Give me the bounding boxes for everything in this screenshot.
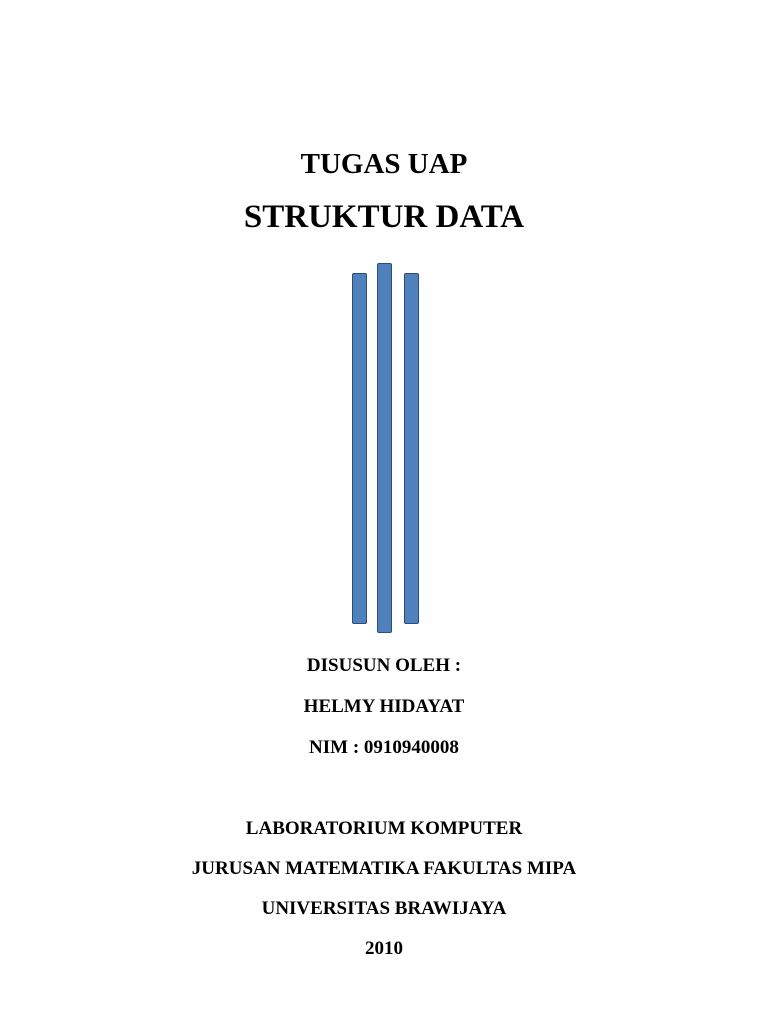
bar-left bbox=[352, 273, 367, 624]
author-name: HELMY HIDAYAT bbox=[303, 696, 465, 717]
department-name: JURUSAN MATEMATIKA FAKULTAS MIPA bbox=[191, 858, 577, 879]
lab-name: LABORATORIUM KOMPUTER bbox=[245, 818, 523, 839]
author-heading: DISUSUN OLEH : bbox=[306, 655, 462, 676]
bar-center bbox=[377, 263, 392, 633]
university-name: UNIVERSITAS BRAWIJAYA bbox=[261, 898, 507, 919]
title-line-1: TUGAS UAP bbox=[300, 148, 468, 180]
title-line-2: STRUKTUR DATA bbox=[243, 199, 525, 235]
author-nim: NIM : 0910940008 bbox=[309, 737, 459, 758]
bar-right bbox=[404, 273, 419, 624]
year: 2010 bbox=[365, 938, 403, 959]
